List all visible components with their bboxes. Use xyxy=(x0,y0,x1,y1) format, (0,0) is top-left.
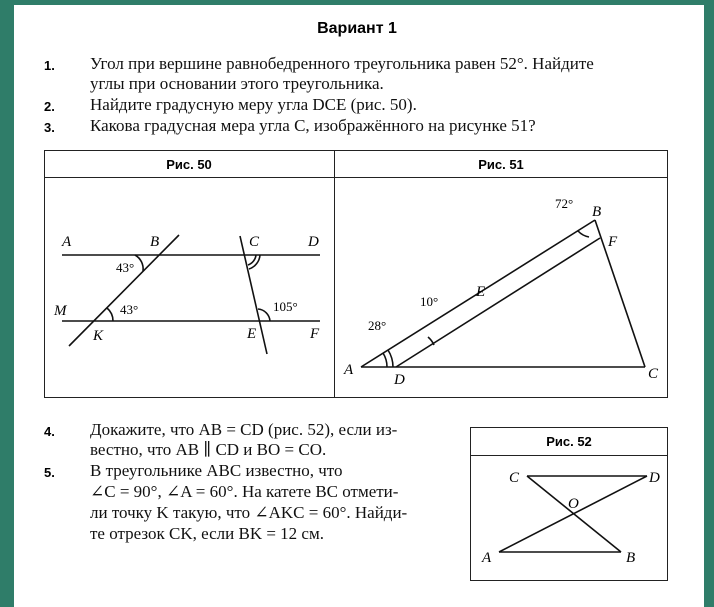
fig50-line-kb xyxy=(69,235,179,346)
problem-5-line-2: ∠C = 90°, ∠A = 60°. На катете BC отмети- xyxy=(90,482,399,501)
fig50-label-d: D xyxy=(308,234,319,250)
problem-3-number: 3. xyxy=(44,120,55,135)
fig51-side-bc xyxy=(595,220,645,367)
fig51-angle-b: 72° xyxy=(555,196,574,211)
frame-left xyxy=(0,0,14,607)
fig50-label-k: K xyxy=(93,328,104,344)
fig51-arc-a1 xyxy=(383,353,387,367)
fig52-label-a: A xyxy=(482,550,492,566)
fig51-label-e: E xyxy=(476,284,486,300)
fig50-label-e: E xyxy=(247,326,257,342)
fig51-arc-a2 xyxy=(388,350,393,367)
fig50-label-c: C xyxy=(249,234,260,250)
problem-1-line-2: углы при основании этого треугольника. xyxy=(90,74,384,93)
problem-5-line-1: В треугольнике ABC известно, что xyxy=(90,461,343,480)
problem-4-line-1: Докажите, что AB = CD (рис. 52), если из- xyxy=(90,420,398,439)
fig51-label-c: C xyxy=(648,366,659,382)
fig52-label-b: B xyxy=(626,550,636,566)
fig52-diagram xyxy=(470,456,668,581)
fig51-label-f: F xyxy=(608,234,618,250)
fig52-label-o: O xyxy=(568,496,579,512)
frame-top xyxy=(0,0,714,5)
fig50-angle-bottom: 43° xyxy=(120,302,139,317)
fig51-caption: Рис. 51 xyxy=(478,157,524,172)
fig52-label-d: D xyxy=(649,470,660,486)
page-title: Вариант 1 xyxy=(317,20,397,37)
fig51-arc-e xyxy=(428,337,434,345)
problem-5-number: 5. xyxy=(44,465,55,480)
fig50-label-f: F xyxy=(310,326,320,342)
problem-2-number: 2. xyxy=(44,99,55,114)
fig51-label-d: D xyxy=(394,372,405,388)
fig52-line-ad xyxy=(499,476,647,552)
fig50-arc-c1 xyxy=(249,255,260,269)
frame-right xyxy=(704,0,714,607)
problem-5-line-3: ли точку K такую, что ∠AKC = 60°. Найди- xyxy=(90,503,408,522)
fig51-arc-b xyxy=(578,231,589,237)
fig51-angle-e: 10° xyxy=(420,294,439,309)
problem-5-line-4: те отрезок CK, если BK = 12 см. xyxy=(90,524,324,543)
problem-1-number: 1. xyxy=(44,58,55,73)
fig50-label-b: B xyxy=(150,234,160,250)
fig50-arc-k xyxy=(107,308,113,321)
problem-3-line-1: Какова градусная мера угла C, изображённого на рисунке 51? xyxy=(90,116,536,135)
fig51-angle-a: 28° xyxy=(368,318,387,333)
fig51-diagram xyxy=(334,178,668,398)
fig51-label-a: A xyxy=(344,362,354,378)
fig50-diagram xyxy=(44,178,334,398)
fig50-label-m: M xyxy=(54,303,67,319)
problem-4-number: 4. xyxy=(44,424,55,439)
problem-1-line-1: Угол при вершине равнобедренного треугольника равен 52°. Найдите xyxy=(90,54,594,73)
fig50-caption: Рис. 50 xyxy=(166,157,212,172)
fig50-angle-top: 43° xyxy=(116,260,135,275)
fig50-arc-b xyxy=(135,255,143,271)
fig52-caption: Рис. 52 xyxy=(546,434,592,449)
fig51-label-b: B xyxy=(592,204,602,220)
problem-4-line-2: вестно, что AB ∥ CD и BO = CO. xyxy=(90,440,327,459)
problem-2-line-1: Найдите градусную меру угла DCE (рис. 50). xyxy=(90,95,417,114)
fig52-label-c: C xyxy=(509,470,520,486)
fig50-angle-right: 105° xyxy=(273,299,298,314)
fig50-arc-c2 xyxy=(248,255,256,265)
fig50-label-a: A xyxy=(62,234,72,250)
